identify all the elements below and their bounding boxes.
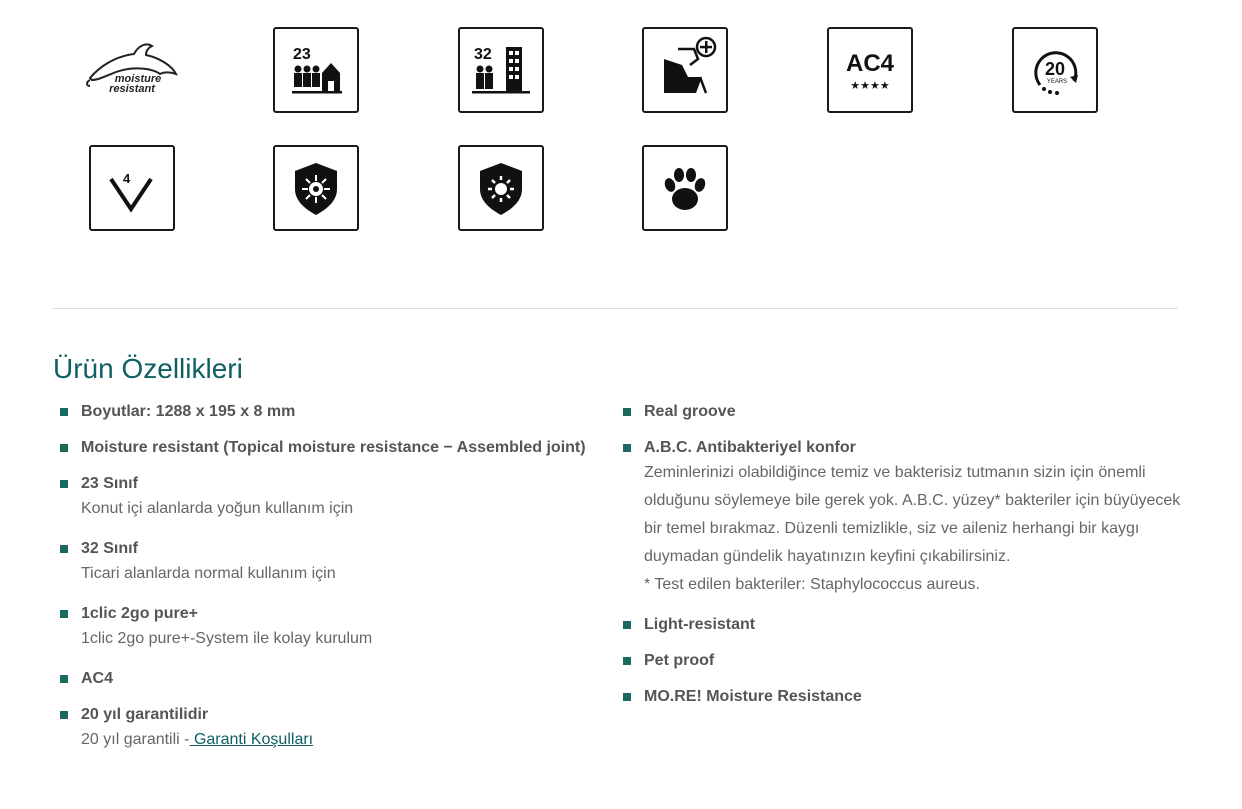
bullet-square (623, 657, 631, 665)
ac4-stars: ★★★★ (850, 79, 890, 92)
easy-install-icon (642, 27, 728, 113)
feature-title: MO.RE! Moisture Resistance (644, 688, 862, 705)
feature-description: Zeminlerinizi olabildiğince temiz ve bakterisiz tutmanın sizin için önemli olduğunu söylemeye bile gerek yok. A.B.C. yüzey* bakteriler için büyüyecek bir temel bırakmaz. Düzenli temizlikle, siz ve aileniz herhangi bir kaygı duymadan gündelik hayatınızın keyfini çıkabilirsiniz. (644, 464, 1181, 565)
feature-title: 32 Sınıf (81, 540, 138, 557)
feature-description: Ticari alanlarda normal kullanım için (81, 565, 336, 582)
feature-description (81, 726, 620, 754)
pet-proof-icon (642, 145, 728, 231)
feature-title: 1clic 2go pure+ (81, 605, 198, 622)
warranty-number: 20 (1044, 59, 1066, 79)
bullet-square (60, 408, 68, 416)
feature-antibacterial (623, 438, 1183, 599)
moisture-resistant-icon (82, 36, 182, 116)
class-23-number: 23 (293, 46, 311, 63)
feature-title: Pet proof (644, 652, 715, 669)
feature-title: AC4 (81, 670, 114, 687)
features-right-column (623, 402, 1183, 723)
class-32-number: 32 (474, 46, 492, 63)
section-divider (53, 308, 1178, 309)
feature-more-moisture (623, 687, 1183, 707)
class-23-icon (273, 27, 359, 113)
feature-ac4 (60, 669, 620, 689)
feature-description: Konut içi alanlarda yoğun kullanım için (81, 500, 354, 517)
feature-icon-grid (0, 0, 1242, 260)
feature-dimensions (60, 402, 620, 422)
feature-title: Moisture resistant (Topical moisture resistance − Assembled joint) (81, 439, 586, 456)
antibacterial-icon (273, 145, 359, 231)
ac4-icon (827, 27, 913, 113)
bullet-square (60, 610, 68, 618)
light-resistant-icon (458, 145, 544, 231)
feature-title: Boyutlar: 1288 x 195 x 8 mm (81, 403, 296, 420)
warranty-years: YEARS (1046, 79, 1068, 85)
feature-title: A.B.C. Antibakteriyel konfor (644, 439, 856, 456)
bullet-square (623, 693, 631, 701)
feature-title: Light-resistant (644, 616, 756, 633)
feature-warranty (60, 705, 620, 754)
feature-1clic-2go (60, 604, 620, 653)
bullet-square (60, 545, 68, 553)
v4-sup: 4 (123, 171, 131, 186)
bullet-square (60, 711, 68, 719)
feature-moisture-resistant (60, 438, 620, 458)
warranty-text: 20 yıl garantili - (81, 731, 190, 748)
moisture-line2: resistant (109, 83, 155, 95)
class-32-icon (458, 27, 544, 113)
feature-title: 20 yıl garantilidir (81, 706, 209, 723)
bullet-square (623, 621, 631, 629)
bullet-square (623, 444, 631, 452)
ac4-label: AC4 (845, 50, 895, 77)
feature-class-32 (60, 539, 620, 588)
bullet-square (60, 480, 68, 488)
feature-real-groove (623, 402, 1183, 422)
feature-title: Real groove (644, 403, 736, 420)
v4-groove-icon (89, 145, 175, 231)
features-left-column (60, 402, 620, 770)
feature-note: * Test edilen bakteriler: Staphylococcus aureus. (644, 576, 980, 593)
feature-description: 1clic 2go pure+-System ile kolay kurulum (81, 630, 373, 647)
section-title: Ürün Özellikleri (53, 353, 243, 384)
feature-pet-proof (623, 651, 1183, 671)
feature-class-23 (60, 474, 620, 523)
feature-light-resistant (623, 615, 1183, 635)
moisture-line1: moisture (114, 73, 162, 85)
bullet-square (623, 408, 631, 416)
warranty-terms-link[interactable]: Garanti Koşulları (189, 731, 314, 748)
feature-title: 23 Sınıf (81, 475, 138, 492)
warranty-20-years-icon (1012, 27, 1098, 113)
bullet-square (60, 444, 68, 452)
bullet-square (60, 675, 68, 683)
